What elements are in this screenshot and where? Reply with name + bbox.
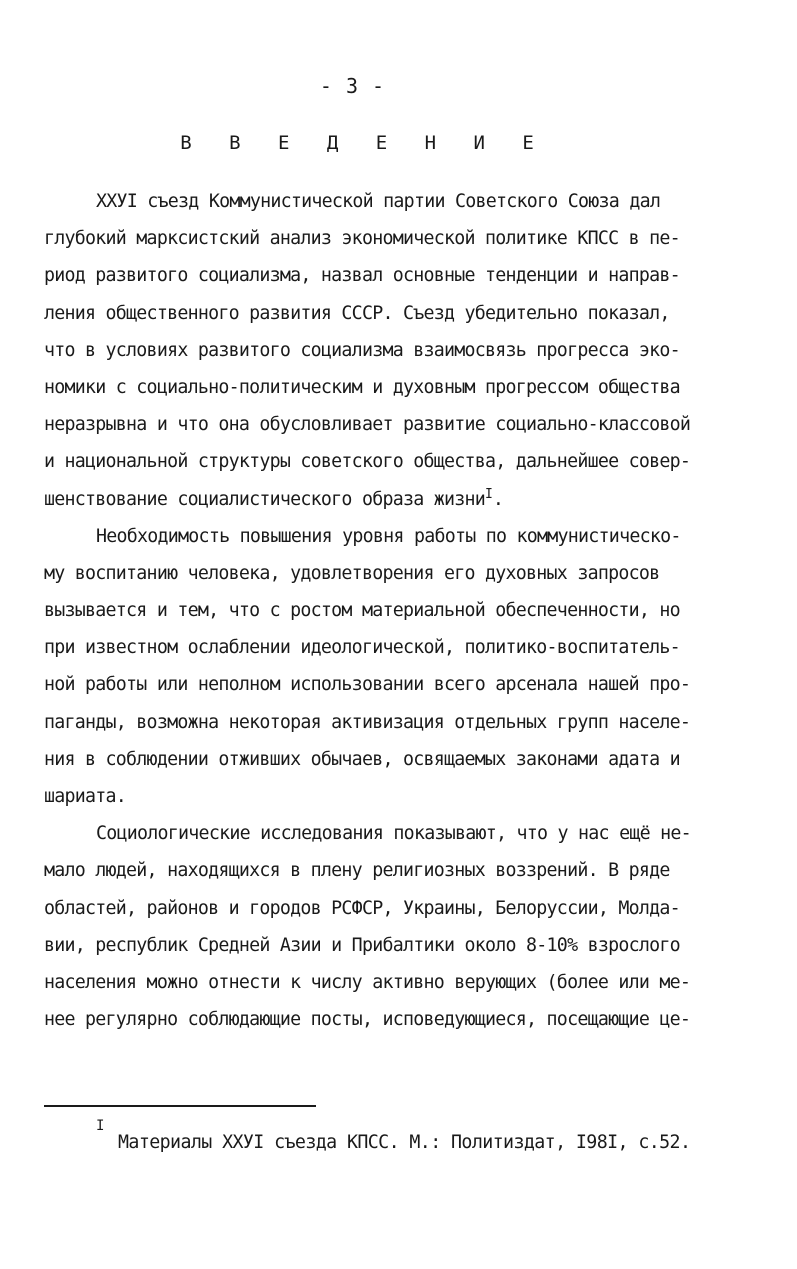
text-line: неразрывна и что она обусловливает развитие социально-классовой (44, 414, 691, 436)
text-line-with-footnote (44, 486, 756, 523)
text-line: риод развитого социализма, назвал основные тенденции и направ- (44, 265, 680, 287)
text-line: му воспитанию человека, удовлетворения его духовных запросов (44, 562, 660, 584)
text-line: что в условиях развитого социализма взаимосвязь прогресса эко- (44, 339, 680, 361)
text-line: при известном ослаблении идеологической, политико-воспитатель- (44, 637, 680, 659)
paragraph-1 (44, 188, 756, 523)
sentence-end: . (492, 488, 504, 510)
text-line: номики с социально-политическим и духовным прогрессом общества (44, 376, 680, 398)
paragraph-2 (44, 523, 756, 821)
text-line: Необходимость повышения уровня работы по коммунистическо- (96, 525, 681, 547)
text-line: мало людей, находящихся в плену религиозных воззрений. В ряде (44, 860, 670, 882)
page-title: В В Е Д Е Н И Е (180, 132, 547, 154)
text-line: вызывается и тем, что с ростом материальной обеспеченности, но (44, 600, 680, 622)
text-line: ХХУI съезд Коммунистической партии Советского Союза дал (96, 191, 661, 212)
page-number: - 3 - (319, 74, 386, 98)
footnote-divider (44, 1105, 316, 1107)
text-line: нее регулярно соблюдающие посты, исповедующиеся, посещающие це- (44, 1009, 691, 1031)
paragraph-3 (44, 820, 756, 1043)
footnote-reference[interactable]: I (485, 486, 493, 502)
footnote-text: Материалы ХХУI съезда КПСС. М.: Политиздат, I98I, с.52. (118, 1132, 691, 1153)
text-line: населения можно отнести к числу активно верующих (более или ме- (44, 971, 691, 993)
text-line: ления общественного развития СССР. Съезд убедительно показал, (44, 302, 670, 324)
text-line: паганды, возможна некоторая активизация отдельных групп населе- (44, 711, 691, 733)
text-line: областей, районов и городов РСФСР, Украины, Белоруссии, Молда- (44, 897, 680, 919)
text-line: вии, республик Средней Азии и Прибалтики около 8-10% взрослого (44, 934, 680, 956)
text-line: ной работы или неполном использовании всего арсенала нашей про- (44, 674, 691, 696)
text-line: и национальной структуры советского общества, дальнейшее совер- (44, 451, 691, 473)
text-line: шенствование социалистического образа жизни (44, 488, 486, 510)
text-line: шариата. (44, 786, 127, 807)
text-line: ния в соблюдении отживших обычаев, освящаемых законами адата и (44, 748, 680, 770)
text-line: глубокий марксистский анализ экономической политике КПСС в пе- (44, 228, 680, 250)
text-line: Социологические исследования показывают, что у нас ещё не- (96, 823, 691, 845)
footnote-mark: I (96, 1118, 105, 1134)
body-text (44, 188, 756, 1043)
